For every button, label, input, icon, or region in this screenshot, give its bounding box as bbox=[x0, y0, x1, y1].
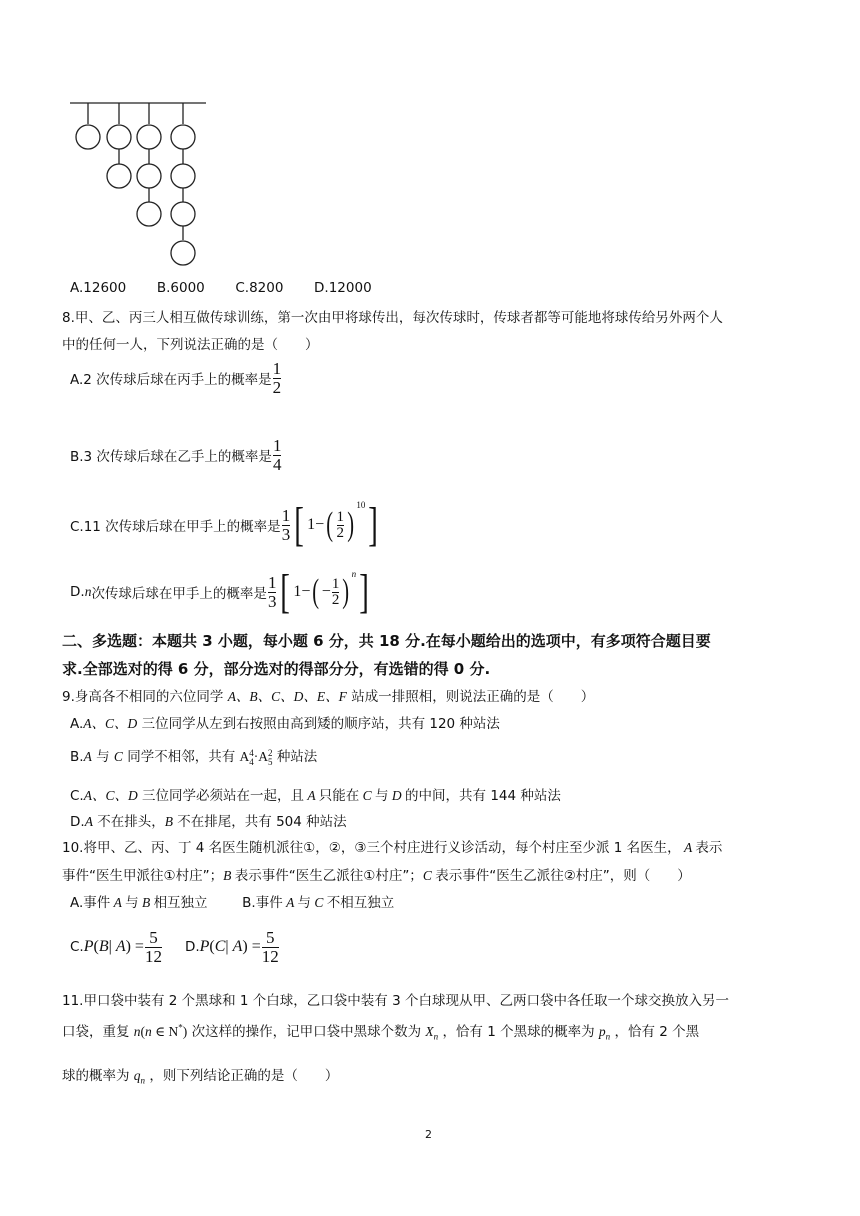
var-c: C bbox=[113, 749, 123, 764]
q10-a-text1: A.事件 bbox=[70, 895, 111, 911]
right-paren: ) bbox=[347, 506, 355, 543]
q8-option-d-prefix: D. bbox=[70, 584, 85, 600]
var-a-q10a: A bbox=[110, 895, 126, 910]
q9-c-text1: 三位同学必须站在一起，且 bbox=[137, 788, 305, 804]
q8-option-d-text: 次传球后球在甲手上的概率是 bbox=[91, 586, 267, 602]
math-minus: − bbox=[321, 583, 331, 600]
q9-b-text1: 与 bbox=[91, 749, 114, 765]
q8-option-b bbox=[70, 433, 282, 477]
q9-a-vars: A、C、D bbox=[83, 716, 138, 731]
var-n: n bbox=[84, 584, 92, 599]
var-c2: C bbox=[359, 788, 376, 803]
q10-option-b bbox=[242, 895, 394, 911]
q8-option-b-text: B.3 次传球后球在乙手上的概率是 bbox=[70, 449, 272, 465]
q8-stem-line1: 8.甲、乙、丙三人相互做传球训练，第一次由甲将球传出，每次传球时，传球者都等可能地将球传给另外两个人 bbox=[62, 310, 723, 326]
q10-option-a bbox=[70, 895, 208, 911]
q11-line3 bbox=[62, 1064, 338, 1086]
var-a3: A bbox=[84, 814, 93, 829]
math-one-minus: 1− bbox=[307, 516, 325, 533]
left-paren: ( bbox=[326, 506, 334, 543]
q10-d-num: 5 bbox=[266, 927, 275, 947]
q10-d-den: 12 bbox=[261, 946, 279, 966]
q9-c-text3: 与 bbox=[375, 788, 389, 804]
q11-line3-text2: ，则下列结论正确的是（ ） bbox=[149, 1068, 339, 1084]
fraction-one-half-d: $\frac{1}{2}$ bbox=[331, 575, 340, 608]
right-paren-d: ) bbox=[342, 573, 350, 610]
left-paren-d: ( bbox=[312, 573, 320, 610]
q10-a-text3: 相互独立 bbox=[153, 895, 208, 911]
q11-line2-text2: 次这样的操作，记甲口袋中黑球个数为 bbox=[191, 1024, 422, 1040]
q10-options-ab bbox=[70, 891, 394, 911]
q9-option-b bbox=[70, 745, 317, 767]
q9-option-d bbox=[70, 810, 347, 830]
var-b3: B bbox=[164, 814, 173, 829]
q10-d-fraction bbox=[262, 929, 279, 966]
q9-c-vars: A、C、D bbox=[83, 788, 138, 803]
var-a2: A bbox=[304, 788, 319, 803]
q9-c-label: C. bbox=[70, 788, 84, 804]
q8-option-c bbox=[70, 498, 381, 552]
q10-line2 bbox=[62, 864, 691, 884]
q7-choices bbox=[70, 280, 372, 296]
right-bracket-d: ] bbox=[359, 565, 369, 618]
q10-c-den: 12 bbox=[144, 946, 162, 966]
q11-line3-text: 球的概率为 bbox=[62, 1068, 130, 1084]
q9-c-text4: 的中间，共有 144 种站法 bbox=[405, 788, 561, 804]
q10-c-num: 5 bbox=[149, 927, 158, 947]
left-bracket-d: [ bbox=[280, 565, 291, 618]
fraction-one-half: $\frac{1}{2}$ bbox=[272, 358, 282, 397]
q7-choice-b: B.6000 bbox=[156, 280, 205, 296]
q10-line2-text: 事件“医生甲派往①村庄”； bbox=[62, 868, 224, 884]
q7-choice-c: C.8200 bbox=[235, 280, 284, 296]
var-b-q10a: B bbox=[138, 895, 154, 910]
permutation-expression: A 4 4 ·A 2 5 bbox=[239, 747, 273, 767]
q10-line1-text2: 表示 bbox=[695, 840, 723, 856]
var-c-q10: C bbox=[422, 868, 436, 883]
var-b-q10: B bbox=[223, 868, 235, 883]
var-c-q10b: C bbox=[310, 895, 327, 910]
q8-option-d bbox=[70, 565, 372, 619]
left-bracket: [ bbox=[294, 498, 304, 551]
hanging-beads-figure bbox=[66, 96, 211, 272]
q9-b-text2: 同学不相邻，共有 bbox=[122, 749, 236, 765]
q10-option-d-label: D. bbox=[184, 939, 200, 955]
q9-d-text1: 不在排头， bbox=[92, 814, 165, 830]
q11-line2-text4: ，恰有 2 个黑 bbox=[614, 1024, 700, 1040]
q10-b-text2: 与 bbox=[297, 895, 311, 911]
q8-stem-line2: 中的任何一人，下列说法正确的是（ ） bbox=[62, 337, 319, 353]
q9-option-a bbox=[70, 712, 500, 732]
q11-line1: 11.甲口袋中装有 2 个黑球和 1 个白球，乙口袋中装有 3 个白球现从甲、乙两口袋中各任取一个球交换放入另一 bbox=[62, 993, 729, 1009]
var-qn: $q_n$ bbox=[133, 1068, 146, 1086]
q9-b-text3: 种站法 bbox=[276, 749, 318, 765]
q11-n-expr: n(n ∈ N*) bbox=[133, 1022, 188, 1039]
q10-c-fraction bbox=[145, 929, 162, 966]
q9-option-c bbox=[70, 784, 561, 804]
math-one-minus-d: 1− bbox=[293, 583, 311, 600]
q8-option-a bbox=[70, 356, 282, 400]
fraction-one-quarter: $\frac{1}{4}$ bbox=[272, 435, 282, 474]
q9-stem-vars: A、B、C、D、E、F bbox=[227, 689, 347, 704]
q10-a-text2: 与 bbox=[125, 895, 139, 911]
fraction-one-third: $\frac{1}{3}$ bbox=[281, 505, 291, 544]
q9-a-label: A. bbox=[70, 716, 84, 732]
q9-d-text2: 不在排尾，共有 504 种站法 bbox=[172, 814, 347, 830]
exponent-n: n bbox=[351, 569, 357, 579]
q10-options-cd bbox=[70, 925, 280, 969]
q11-line2-text: 口袋，重复 bbox=[62, 1024, 130, 1040]
var-xn: $X_n$ bbox=[425, 1024, 439, 1042]
q8-option-c-text: C.11 次传球后球在甲手上的概率是 bbox=[70, 519, 281, 535]
q7-choice-d: D.12000 bbox=[314, 280, 372, 296]
var-a-q10b: A bbox=[282, 895, 298, 910]
fraction-one-third-d: $\frac{1}{3}$ bbox=[267, 572, 277, 611]
q9-b-label: B. bbox=[70, 749, 84, 765]
q10-b-text1: B.事件 bbox=[242, 895, 283, 911]
q9-stem-text2: 站成一排照相，则说法正确的是（ ） bbox=[351, 689, 595, 705]
q10-line1-text: 10.将甲、乙、丙、丁 4 名医生随机派往①，②，③三个村庄进行义诊活动，每个村庄至少派 1 名医生， bbox=[62, 840, 681, 856]
q9-stem bbox=[62, 685, 594, 705]
q9-d-label: D. bbox=[70, 814, 85, 830]
q10-b-text3: 不相互独立 bbox=[326, 895, 395, 911]
q10-line1 bbox=[62, 836, 722, 856]
q9-stem-text: 9.身高各不相同的六位同学 bbox=[62, 689, 224, 705]
q10-line2-text3: 表示事件“医生乙派往②村庄”，则（ ） bbox=[435, 868, 691, 884]
exponent-10: 10 bbox=[356, 500, 366, 510]
q10-c-expr: P(B| A) = bbox=[83, 938, 144, 955]
q10-d-expr: P(C| A) = bbox=[199, 938, 261, 955]
q11-line2 bbox=[62, 1020, 699, 1042]
q7-choice-a: A.12600 bbox=[70, 280, 127, 296]
q9-a-text: 三位同学从左到右按照由高到矮的顺序站，共有 120 种站法 bbox=[137, 716, 500, 732]
section2-heading-line1: 二、多选题：本题共 3 小题，每小题 6 分，共 18 分.在每小题给出的选项中，有多项符合题目要 bbox=[62, 632, 711, 650]
fraction-one-half-inner: $\frac{1}{2}$ bbox=[336, 508, 345, 541]
q9-c-text2: 只能在 bbox=[318, 788, 360, 804]
var-pn: $p_n$ bbox=[598, 1024, 611, 1042]
q11-line2-text3: ，恰有 1 个黑球的概率为 bbox=[442, 1024, 595, 1040]
q10-option-c-label: C. bbox=[70, 939, 84, 955]
section2-heading-line2: 求.全部选对的得 6 分，部分选对的得部分分，有选错的得 0 分. bbox=[62, 660, 491, 678]
q8-option-a-text: A.2 次传球后球在丙手上的概率是 bbox=[70, 372, 272, 388]
var-a-q10: A bbox=[680, 840, 696, 855]
var-d2: D bbox=[388, 788, 406, 803]
page-number: 2 bbox=[425, 1128, 432, 1141]
right-bracket: ] bbox=[368, 498, 379, 551]
var-a: A bbox=[83, 749, 92, 764]
q10-line2-text2: 表示事件“医生乙派往①村庄”； bbox=[234, 868, 423, 884]
